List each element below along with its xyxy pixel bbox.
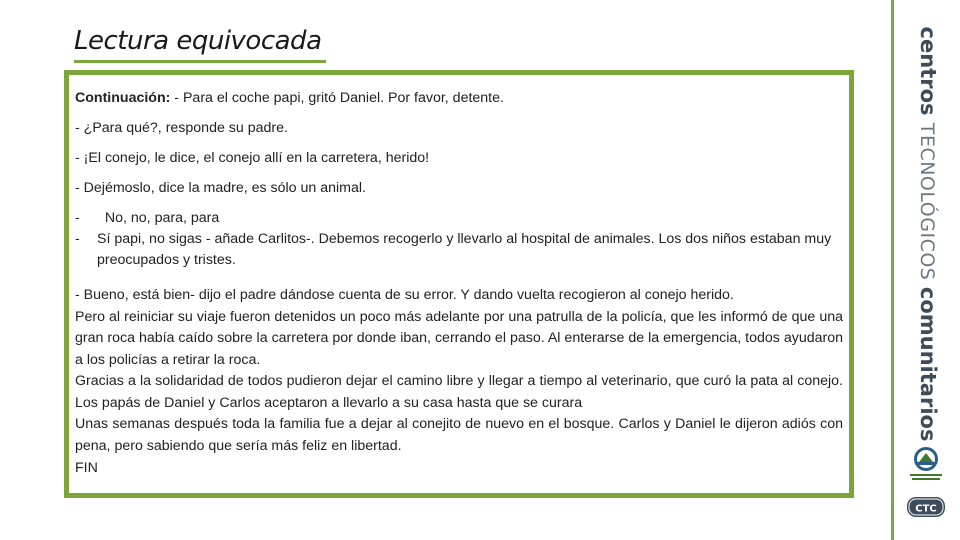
- dialogue-list-item: [75, 207, 843, 229]
- dialogue-list-item: [75, 229, 843, 271]
- institution-seal-icon: [906, 444, 946, 484]
- title-underline: [74, 60, 326, 63]
- ctc-logo-text: CTC: [915, 503, 937, 515]
- story-paragraph: Unas semanas después toda la familia fue a dejar al conejito de nuevo en el bosque. Carlos y Daniel le dijeron adiós con pena, pero sabiendo que sería más feliz en libertad.: [75, 416, 843, 454]
- story-paragraph: Gracias a la solidaridad de todos pudieron dejar el camino libre y llegar a tiempo al veterinario, que curó la pata al conejo. Los papás de Daniel y Carlos aceptaron a llevarlo a su casa hasta que se curara: [75, 373, 843, 411]
- dialogue-line: - ¡El conejo, le dice, el conejo allí en la carretera, herido!: [75, 150, 430, 166]
- brand-wordmark: [916, 27, 940, 442]
- lead-text: - Para el coche papi, gritó Daniel. Por favor, detente.: [170, 90, 504, 106]
- brand-word-centros: centros: [916, 26, 940, 123]
- story-paragraph: Pero al reiniciar su viaje fueron detenidos un poco más adelante por una patrulla de la policía, que les informó de que una gran roca había caído sobre la carretera por donde iban, cerrando el paso. Al enterarse de la emergencia, todos ayudaron a los policías a retirar la roca.: [75, 308, 843, 368]
- list-dash: -: [75, 210, 80, 226]
- list-dash: -: [75, 231, 80, 247]
- brand-word-comunitarios: comunitarios: [916, 286, 940, 442]
- brand-word-tecnologicos: TECNOLÓGICOS: [916, 122, 938, 287]
- list-item-text: Sí papi, no sigas - añade Carlitos-. Debemos recogerlo y llevarlo al hospital de animales. Los dos niños estaban muy preocupados y tristes.: [97, 231, 832, 268]
- reading-content-box: [64, 70, 854, 498]
- page-title: Lectura equivocada: [74, 26, 322, 56]
- dialogue-line: - ¿Para qué?, responde su padre.: [75, 120, 288, 136]
- story-paragraph: - Bueno, está bien- dijo el padre dándose cuenta de su error. Y dando vuelta recogieron al conejo herido.: [75, 287, 734, 303]
- dialogue-line: - Dejémoslo, dice la madre, es sólo un animal.: [75, 180, 366, 196]
- ctc-logo-icon: [906, 496, 946, 518]
- list-item-text: No, no, para, para: [97, 210, 220, 226]
- lead-line: [75, 87, 843, 109]
- sidebar-divider: [891, 0, 894, 540]
- end-marker: FIN: [75, 460, 98, 476]
- lead-label: Continuación:: [75, 90, 171, 106]
